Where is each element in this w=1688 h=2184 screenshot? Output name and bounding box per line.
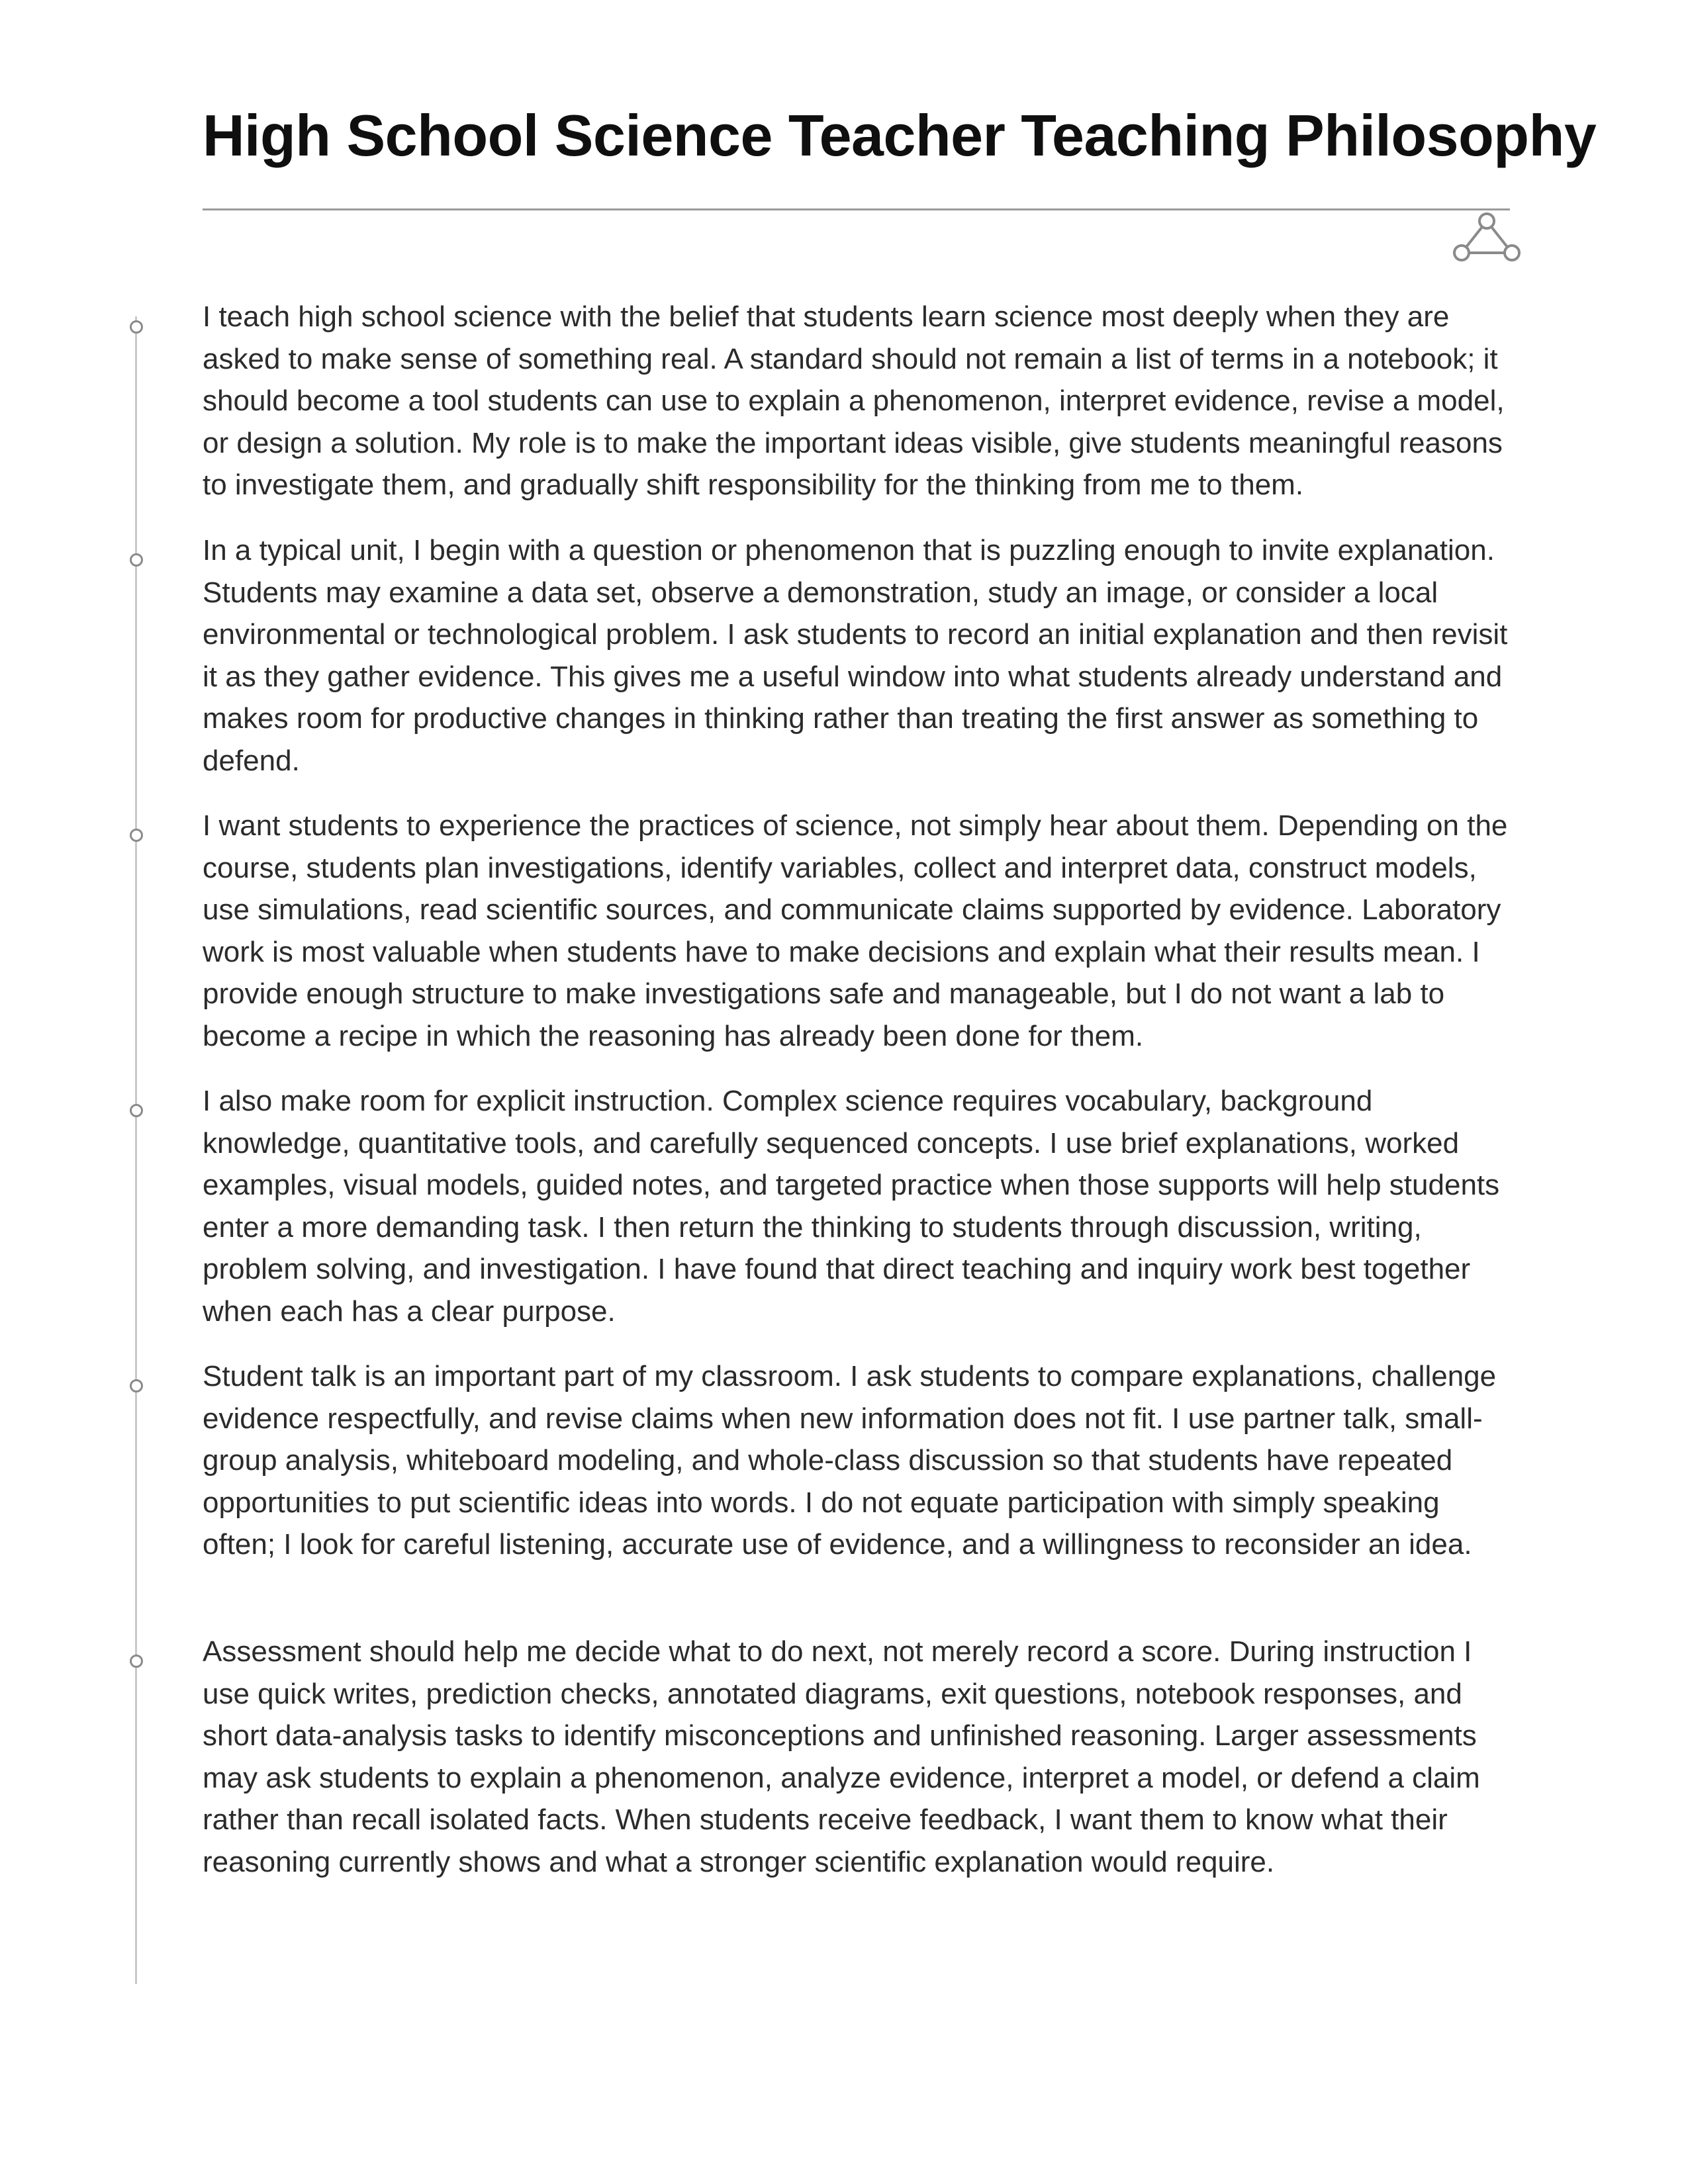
paragraph: Assessment should help me decide what to do next, not merely record a score. During instruction I use quick writes, prediction checks, annotated diagrams, exit questions, notebook responses, and short data-analysis tasks to identify misconceptions and unfinished reasoning. Larger assessments may ask students to explain a phenomenon, analyze evidence, interpret a model, or defend a claim rather than recall isolated facts. When students receive feedback, I want them to know what their reasoning currently shows and what a stronger scientific explanation would require. [203, 1635, 1480, 1878]
timeline-line [135, 316, 137, 1984]
timeline-node-icon [130, 1379, 143, 1392]
paragraph: Student talk is an important part of my classroom. I ask students to compare explanations, challenge evidence respectfully, and revise claims when new information does not fit. I use partner talk, small-group analysis, whiteboard modeling, and whole-class discussion so that students have repeated opportunities to put scientific ideas into words. I do not equate participation with simply speaking often; I look for careful listening, accurate use of evidence, and a willingness to reconsider an idea. [203, 1360, 1497, 1561]
timeline-node-icon [130, 829, 143, 842]
timeline-node-icon [130, 320, 143, 334]
paragraph: I want students to experience the practices of science, not simply hear about them. Depending on the course, students plan investigations, identify variables, collect and interpret data, construct models, use simulations, read scientific sources, and communicate claims supported by evidence. Laboratory work is most valuable when students have to make decisions and explain what their results mean. I provide enough structure to make investigations safe and manageable, but I do not want a lab to become a recipe in which the reasoning has already been done for them. [203, 809, 1508, 1052]
page-title: High School Science Teacher Teaching Philosophy [203, 103, 1597, 168]
paragraph: In a typical unit, I begin with a question or phenomenon that is puzzling enough to invite explanation. Students may examine a data set, observe a demonstration, study an image, or consider a local environmental or technological problem. I ask students to record an initial explanation and then revisit it as they gather evidence. This gives me a useful window into what students already understand and makes room for productive changes in thinking rather than treating the first answer as something to defend. [203, 534, 1508, 777]
paragraph: I teach high school science with the belief that students learn science most deeply when they are asked to make sense of something real. A standard should not remain a list of terms in a notebook; it should become a tool students can use to explain a phenomenon, interpret evidence, revise a model, or design a solution. My role is to make the important ideas visible, give students meaningful reasons to investigate them, and gradually shift responsibility for the thinking from me to them. [203, 300, 1505, 501]
title-divider [203, 208, 1510, 210]
triangle-nodes-icon [1452, 210, 1521, 267]
timeline-node-icon [130, 1655, 143, 1668]
timeline-node-icon [130, 553, 143, 567]
timeline-node-icon [130, 1104, 143, 1117]
paragraph: I also make room for explicit instruction. Complex science requires vocabulary, background knowledge, quantitative tools, and carefully sequenced concepts. I use brief explanations, worked examples, visual models, guided notes, and targeted practice when those supports will help students enter a more demanding task. I then return the thinking to students through discussion, writing, problem solving, and investigation. I have found that direct teaching and inquiry work best together when each has a clear purpose. [203, 1085, 1500, 1328]
